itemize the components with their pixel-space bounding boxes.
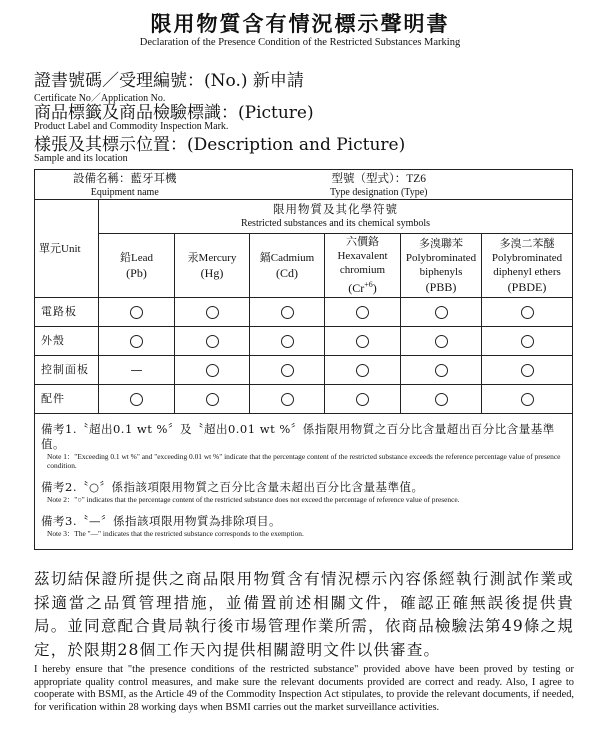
restricted-header-en: Restricted substances and its chemical symbols (240, 217, 431, 229)
mark-cell (482, 356, 573, 385)
mark-cell (482, 298, 573, 327)
note-2-zh: 備考2.〝○〞係指該項限用物質之百分比含量未超出百分比含量基準值。 (41, 480, 424, 494)
equipment-cell (35, 170, 573, 200)
mark-cell (175, 385, 250, 414)
restricted-header-row (35, 200, 573, 234)
mark-cell (250, 327, 325, 356)
unit-header: 單元Unit (35, 200, 99, 298)
substance-header-chromium (325, 234, 401, 298)
mark-cell (99, 356, 175, 385)
presence-mark (521, 364, 534, 377)
declaration-en: I hereby ensure that "the presence conditions of the restricted substance" provided above have been proved by testing or appropriate quality control measures, and make sure the relevant documents provided are correct and ready. Also, I agree to cooperate with BSMI, as the Article 49 of the Commodity Inspection Act stipulates, to provide the relevant documents, if needed, for verification within 28 working days when BSMI carries out the market surveillance activities. (34, 664, 574, 713)
presence-mark (435, 335, 448, 348)
field-sample-location-en: Sample and its location (34, 153, 128, 164)
equipment-type-en: Type designation (Type) (330, 187, 428, 198)
row-label: 控制面板 (35, 356, 99, 385)
presence-mark (435, 393, 448, 406)
note-2-en: Note 2："○" indicates that the percentage content of the restricted substance does not exceed the percentage of reference value of presence. (47, 495, 460, 504)
substance-symbol-chromium: $(Cr^{+6})$ (348, 280, 377, 295)
mark-cell (250, 356, 325, 385)
presence-mark (206, 335, 219, 348)
substance-name-pbb: 多溴聯苯 Polybrominated biphenyls (405, 237, 477, 278)
restricted-header-zh: 限用物質及其化學符號 (273, 203, 398, 216)
mark-cell (175, 356, 250, 385)
substance-header-pbb (401, 234, 482, 298)
substance-symbol-lead: (Pb) (126, 265, 147, 280)
table-row (35, 298, 573, 327)
mark-cell (250, 385, 325, 414)
table-row (35, 385, 573, 414)
mark-cell (325, 327, 401, 356)
field-sample-location (34, 130, 405, 164)
substance-name-mercury: 汞Mercury (187, 251, 237, 264)
mark-cell (482, 385, 573, 414)
note-1-zh: 備考1.〝超出0.1 wt %〞及〝超出0.01 wt %〞係指限用物質之百分比含量超出百分比含量基準值。 (41, 422, 555, 451)
substance-symbol-pbb: (PBB) (425, 279, 457, 294)
presence-mark (206, 393, 219, 406)
substance-header-cadmium (250, 234, 325, 298)
substance-header-lead (99, 234, 175, 298)
presence-mark (521, 306, 534, 319)
mark-cell (99, 298, 175, 327)
presence-mark (281, 335, 294, 348)
substance-name-lead: 鉛Lead (120, 251, 153, 264)
mark-cell (401, 327, 482, 356)
mark-cell (325, 356, 401, 385)
presence-mark (130, 393, 143, 406)
presence-mark: — (130, 362, 143, 377)
substance-header-pbde (482, 234, 573, 298)
substance-symbol-pbde: (PBDE) (507, 279, 547, 294)
mark-cell (99, 385, 175, 414)
mark-cell (401, 298, 482, 327)
presence-mark (435, 306, 448, 319)
presence-mark (521, 335, 534, 348)
mark-cell (99, 327, 175, 356)
presence-mark (356, 335, 369, 348)
note-3-zh: 備考3.〝—〞係指該項限用物質為排除項目。 (41, 514, 281, 528)
substance-name-pbde: 多溴二苯醚 Polybrominated diphenyl ethers (491, 237, 563, 278)
field-product-label-en: Product Label and Commodity Inspection Mark. (34, 121, 229, 132)
presence-mark (281, 393, 294, 406)
field-sample-location-zh: 樣張及其標示位置：(Description and Picture) (34, 135, 406, 155)
equipment-row (35, 170, 573, 200)
row-label: 配件 (35, 385, 99, 414)
title-en: Declaration of the Presence Condition of the Restricted Substances Marking (139, 37, 461, 48)
mark-cell (401, 356, 482, 385)
field-product-label (34, 98, 314, 132)
presence-mark (356, 306, 369, 319)
notes-row (35, 414, 573, 550)
field-product-label-zh: 商品標籤及商品檢驗標識：(Picture) (34, 103, 314, 123)
row-label: 電路板 (35, 298, 99, 327)
declaration-zh: 茲切結保證所提供之商品限用物質含有情況標示內容係經執行測試作業或採適當之品質管理措施，並備置前述相關文件，確認正確無誤後提供貴局。並同意配合貴局執行後市場管理作業所需，依商品檢驗法第49條之規定，於限期28個工作天內提供相關證明文件以供審查。 (34, 570, 574, 659)
table-row (35, 356, 573, 385)
notes-cell (35, 414, 573, 550)
field-certificate-no-en: Certificate No／Application No. (34, 93, 166, 104)
presence-mark (206, 306, 219, 319)
substance-symbol-cadmium: (Cd) (276, 265, 298, 280)
substance-name-cadmium: 鎘Cadmium (259, 251, 315, 264)
note-3-en: Note 3：The "—" indicates that the restricted substance corresponds to the exemption. (47, 529, 304, 538)
substance-header-mercury (175, 234, 250, 298)
presence-mark (356, 364, 369, 377)
substance-name-chromium: 六價鉻 Hexavalent chromium (337, 236, 388, 276)
mark-cell (482, 327, 573, 356)
equipment-name-label: 設備名稱：藍牙耳機 (73, 173, 177, 185)
presence-mark (130, 335, 143, 348)
presence-mark (130, 306, 143, 319)
mark-cell (325, 385, 401, 414)
field-certificate-no-zh: 證書號碼／受理編號：(No.) 新申請 (34, 71, 304, 91)
row-label: 外殼 (35, 327, 99, 356)
substance-header-row (35, 234, 573, 298)
mark-cell (325, 298, 401, 327)
equipment-type-label: 型號（型式）：TZ6 (331, 173, 427, 185)
presence-mark (356, 393, 369, 406)
presence-mark (281, 364, 294, 377)
presence-mark (435, 364, 448, 377)
mark-cell (175, 298, 250, 327)
mark-cell (250, 298, 325, 327)
equipment-type (330, 172, 427, 200)
presence-mark (206, 364, 219, 377)
equipment-name-en: Equipment name (90, 187, 159, 198)
substance-table (34, 169, 573, 550)
substance-symbol-mercury: (Hg) (200, 265, 224, 280)
mark-cell (175, 327, 250, 356)
presence-mark (521, 393, 534, 406)
restricted-header (99, 200, 573, 234)
table-row (35, 327, 573, 356)
note-1-en: Note 1："Exceeding 0.1 wt %" and "exceeding 0.01 wt %" indicate that the percentage content of the restricted substance exceeds the reference percentage value of presence condition. (47, 452, 561, 470)
presence-mark (281, 306, 294, 319)
equipment-name (73, 172, 177, 200)
mark-cell (401, 385, 482, 414)
title-zh: 限用物質含有情況標示聲明書 (150, 11, 450, 36)
